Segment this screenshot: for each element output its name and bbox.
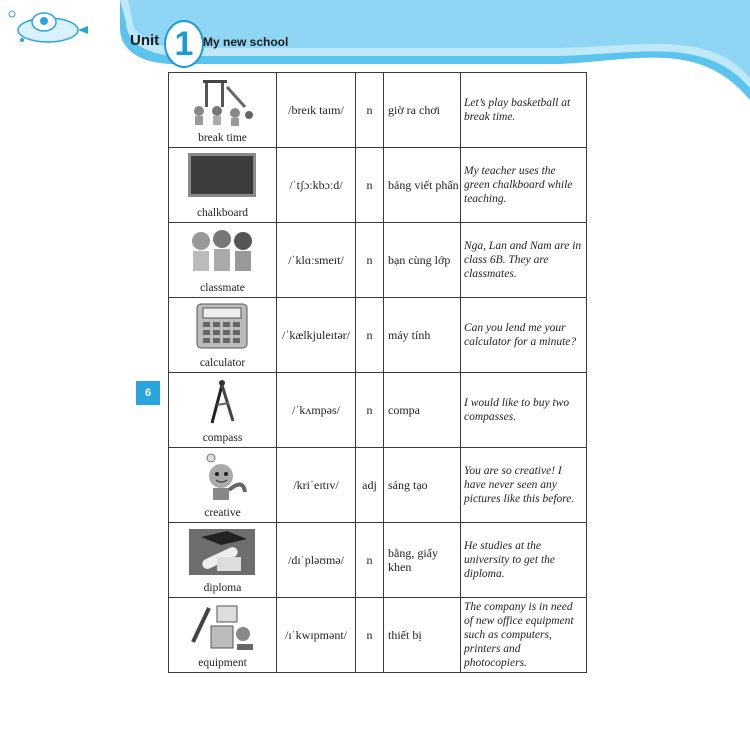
ipa-cell: /breɪk taɪm/ xyxy=(277,73,356,148)
compass-illustration xyxy=(187,377,257,429)
table-row xyxy=(169,373,587,448)
table-row xyxy=(169,448,587,523)
ipa-cell: /ˈkʌmpəs/ xyxy=(277,373,356,448)
vocab-word: calculator xyxy=(199,357,246,369)
vietnamese-meaning-cell: máy tính xyxy=(384,298,461,373)
page-number-tab: 6 xyxy=(136,381,160,405)
picture-cell xyxy=(169,373,277,448)
example-sentence-cell: Can you lend me your calculator for a minute? xyxy=(461,298,587,373)
spaceship-decoration-icon xyxy=(0,0,90,50)
calculator-illustration xyxy=(187,302,257,354)
picture-cell xyxy=(169,223,277,298)
vietnamese-meaning-cell: bảng viết phấn xyxy=(384,148,461,223)
picture-cell xyxy=(169,598,277,673)
vocab-word: compass xyxy=(202,432,243,444)
ipa-cell: /ɪˈkwɪpmənt/ xyxy=(277,598,356,673)
unit-label: Unit xyxy=(130,32,160,49)
vocab-word: classmate xyxy=(200,282,245,294)
picture-cell xyxy=(169,148,277,223)
part-of-speech-cell: n xyxy=(356,223,384,298)
part-of-speech-cell: adj xyxy=(356,448,384,523)
vietnamese-meaning-cell: giờ ra chơi xyxy=(384,73,461,148)
table-row xyxy=(169,523,587,598)
table-row xyxy=(169,598,587,673)
ipa-cell: /ˈtʃɔːkbɔːd/ xyxy=(277,148,356,223)
unit-number-badge: 1 xyxy=(164,20,204,68)
vietnamese-meaning-cell: compa xyxy=(384,373,461,448)
part-of-speech-cell: n xyxy=(356,598,384,673)
vietnamese-meaning-cell: bằng, giấy khen xyxy=(384,523,461,598)
vietnamese-meaning-cell: sáng tạo xyxy=(384,448,461,523)
example-sentence-cell: My teacher uses the green chalkboard while teaching. xyxy=(461,148,587,223)
ipa-cell: /ˈklɑːsmeɪt/ xyxy=(277,223,356,298)
example-sentence-cell: He studies at the university to get the diploma. xyxy=(461,523,587,598)
vocabulary-table xyxy=(168,72,587,673)
table-row xyxy=(169,148,587,223)
picture-cell xyxy=(169,448,277,523)
chalkboard-illustration xyxy=(187,152,257,204)
picture-cell xyxy=(169,73,277,148)
table-row xyxy=(169,223,587,298)
ipa-cell: /ˈkælkjuleɪtər/ xyxy=(277,298,356,373)
vietnamese-meaning-cell: thiết bị xyxy=(384,598,461,673)
diploma-illustration xyxy=(187,527,257,579)
vocab-word: chalkboard xyxy=(196,207,249,219)
office-equipment-illustration xyxy=(187,602,257,654)
vietnamese-meaning-cell: bạn cùng lớp xyxy=(384,223,461,298)
vocab-word: break time xyxy=(198,132,247,144)
example-sentence-cell: You are so creative! I have never seen any pictures like this before. xyxy=(461,448,587,523)
part-of-speech-cell: n xyxy=(356,298,384,373)
example-sentence-cell: The company is in need of new office equipment such as computers, printers and photocopiers. xyxy=(461,598,587,673)
table-row xyxy=(169,298,587,373)
children-playing-illustration xyxy=(187,77,257,129)
vocab-word: equipment xyxy=(198,657,247,669)
part-of-speech-cell: n xyxy=(356,73,384,148)
vocab-word: diploma xyxy=(203,582,242,594)
picture-cell xyxy=(169,298,277,373)
picture-cell xyxy=(169,523,277,598)
part-of-speech-cell: n xyxy=(356,148,384,223)
example-sentence-cell: I would like to buy two compasses. xyxy=(461,373,587,448)
creative-boy-illustration xyxy=(187,452,257,504)
part-of-speech-cell: n xyxy=(356,523,384,598)
table-row xyxy=(169,73,587,148)
part-of-speech-cell: n xyxy=(356,373,384,448)
vocab-word: creative xyxy=(204,507,241,519)
unit-title: My new school xyxy=(203,35,289,49)
example-sentence-cell: Let’s play basketball at break time. xyxy=(461,73,587,148)
classmates-illustration xyxy=(187,227,257,279)
example-sentence-cell: Nga, Lan and Nam are in class 6B. They are classmates. xyxy=(461,223,587,298)
ipa-cell: /dɪˈpləʊmə/ xyxy=(277,523,356,598)
ipa-cell: /kriˈeɪtɪv/ xyxy=(277,448,356,523)
